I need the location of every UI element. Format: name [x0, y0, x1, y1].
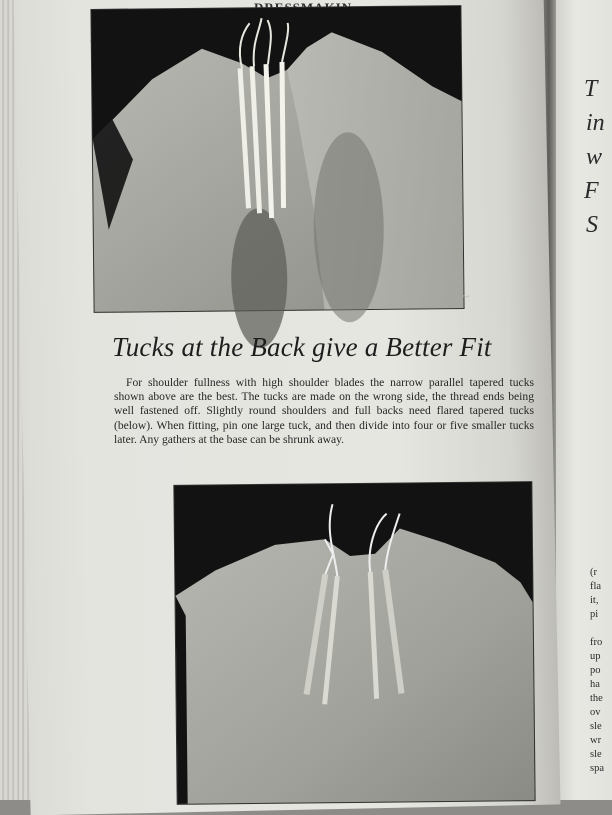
- page-title: Tucks at the Back give a Better Fit: [112, 332, 492, 362]
- flared-tapered-tucks-photo: [174, 482, 534, 804]
- facing-heading-glyph: in: [586, 110, 605, 136]
- facing-text-glyph: wr: [590, 735, 602, 746]
- facing-text-glyph: (r: [590, 567, 597, 578]
- facing-text-glyph: sle: [590, 749, 602, 760]
- facing-text-glyph: sle: [590, 721, 602, 732]
- facing-text-glyph: ha: [590, 679, 600, 690]
- facing-heading-glyph: T: [584, 76, 598, 102]
- facing-text-glyph: pi: [590, 609, 599, 620]
- facing-text-glyph: it,: [590, 595, 599, 606]
- facing-heading-glyph: S: [586, 212, 598, 238]
- pencil-mark: ~: [461, 289, 471, 306]
- facing-text-glyph: up: [590, 651, 601, 662]
- facing-page: [552, 0, 612, 800]
- facing-text-glyph: spa: [590, 763, 604, 774]
- parallel-tapered-tucks-photo: [91, 6, 463, 312]
- facing-text-glyph: the: [590, 693, 603, 704]
- facing-text-glyph: fro: [590, 637, 603, 648]
- body-paragraph: For shoulder fullness with high shoulder blades the narrow parallel tapered tucks shown above are the best. The tucks are made on the wrong side, the thread ends being well fastened off. Slightly round shoulders and full backs need flared tapered tucks (below). When fitting, pin one large tuck, and then divide into four or five smaller tucks later. Any gathers at the base can be shrunk away.: [114, 376, 534, 446]
- facing-text-glyph: po: [590, 665, 601, 676]
- facing-heading-glyph: w: [586, 144, 603, 170]
- facing-text-glyph: ov: [590, 707, 601, 718]
- facing-text-glyph: fla: [590, 581, 602, 592]
- facing-heading-glyph: F: [584, 178, 599, 204]
